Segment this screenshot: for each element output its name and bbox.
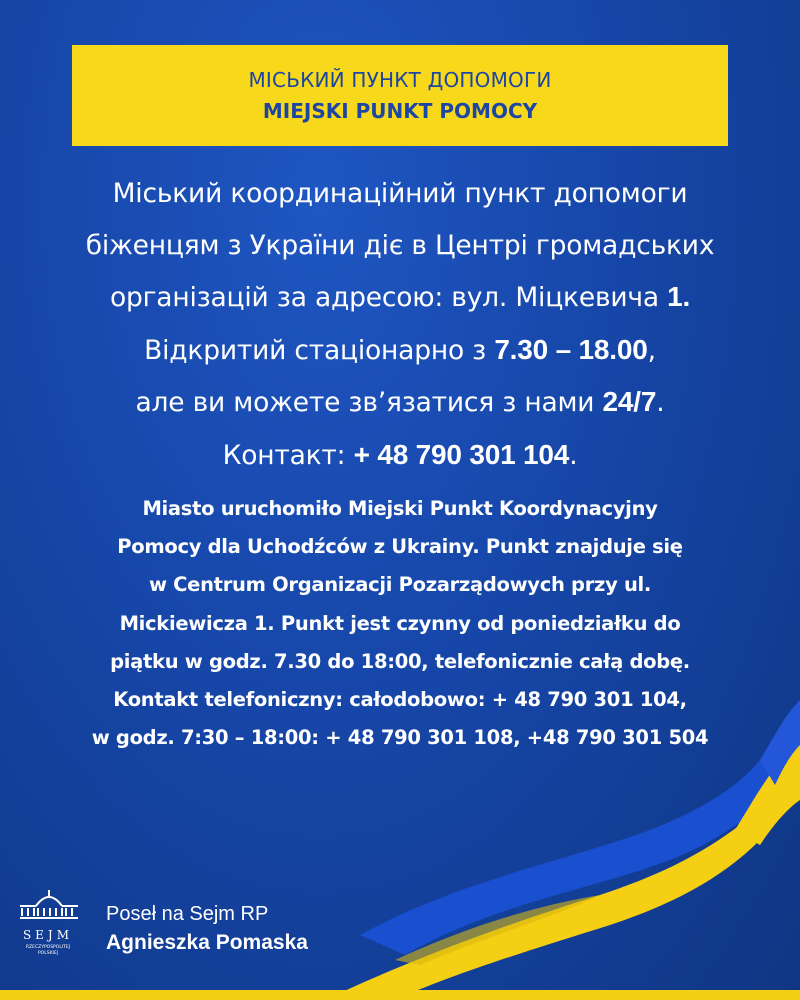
- pl-line-6: Kontakt telefoniczny: całodobowo: + 48 790 301 104,: [113, 688, 687, 712]
- ua-hours: 7.30 – 18.00: [494, 333, 648, 365]
- sejm-logo-sub-1: RZECZYPOSPOLITEJ: [25, 945, 71, 950]
- ua-line-2: біженцям з України діє в Центрі громадських: [85, 229, 715, 261]
- sejm-logo-subtitle: [12, 945, 84, 957]
- ua-24-7: 24/7: [602, 386, 657, 417]
- pl-line-1: Miasto uruchomiło Miejski Punkt Koordynacyjny: [142, 497, 658, 520]
- pl-line-2: Pomocy dla Uchodźców z Ukrainy. Punkt znajduje się: [117, 535, 683, 559]
- ua-line-1: Міський координаційний пункт допомоги: [112, 178, 688, 209]
- sejm-logo-word: SEJM: [22, 928, 74, 942]
- pl-line-5: piątku w godz. 7.30 do 18:00, telefonicznie całą dobę.: [110, 649, 690, 673]
- ua-hours-comma: ,: [647, 334, 656, 366]
- ua-phone: + 48 790 301 104: [353, 438, 570, 470]
- title-pl: MIEJSKI PUNKT POMOCY: [262, 98, 538, 123]
- mp-role: Poseł na Sejm RP: [106, 903, 269, 925]
- ua-address-number: 1.: [667, 281, 691, 312]
- title-ua: МІСЬКИЙ ПУНКТ ДОПОМОГИ: [248, 67, 552, 92]
- pl-line-7: w godz. 7:30 – 18:00: + 48 790 301 108, +48 790 301 504: [91, 726, 709, 750]
- ua-contact-label: Контакт:: [222, 439, 354, 471]
- pl-line-3: w Centrum Organizacji Pozarządowych przy ul.: [148, 573, 652, 597]
- ua-hours-label: Відкритий стаціонарно з: [144, 334, 495, 366]
- ua-phone-period: .: [569, 439, 578, 471]
- pl-line-4: Mickiewicza 1. Punkt jest czynny od poniedziałku do: [119, 611, 681, 635]
- ua-24-7-period: .: [656, 387, 665, 418]
- ua-address: організацій за адресою: вул. Міцкевича: [109, 282, 668, 313]
- sejm-logo-sub-2: POLSKIEJ: [37, 951, 59, 956]
- mp-signature: [106, 900, 308, 958]
- mp-name: Agnieszka Pomaska: [106, 931, 308, 954]
- ua-contact-any-time: але ви можете зв’язатися з нами: [135, 387, 603, 418]
